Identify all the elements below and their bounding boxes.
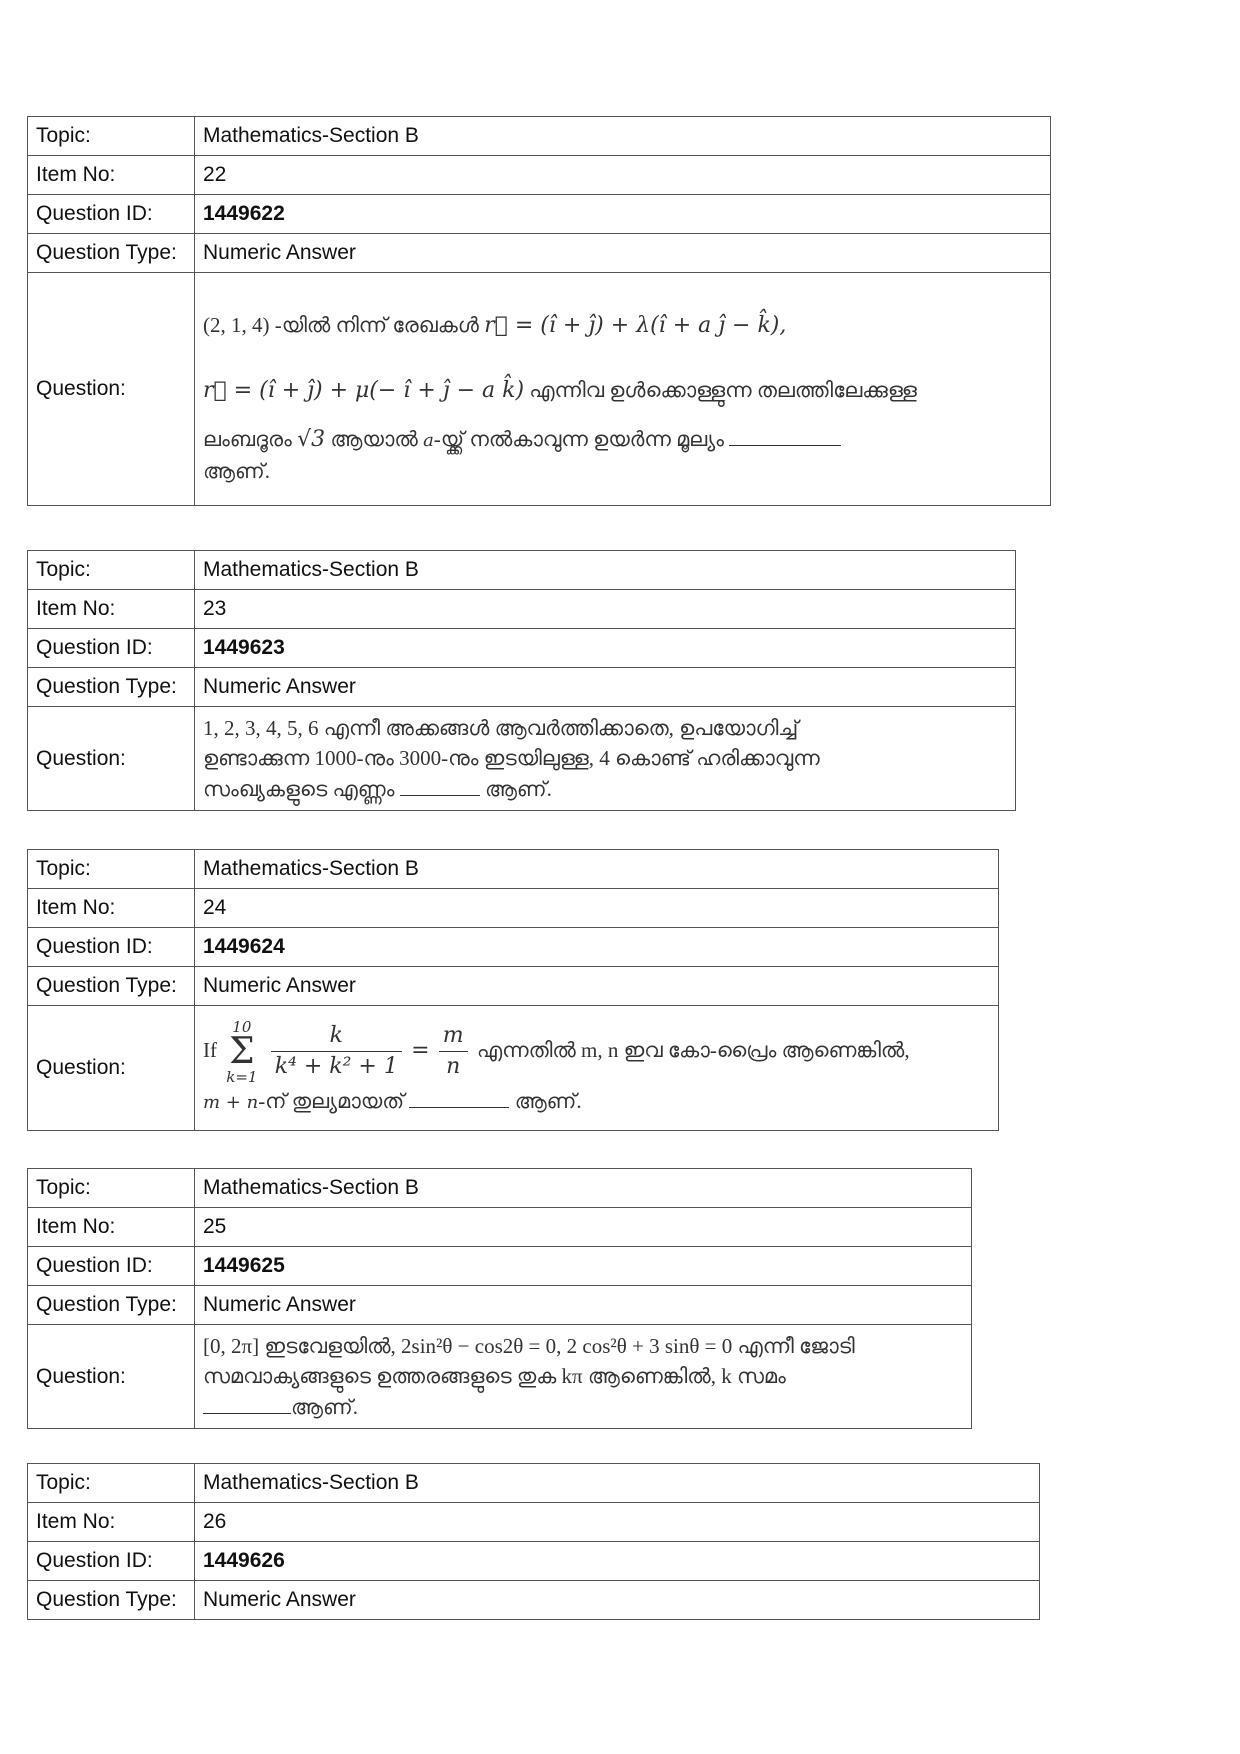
topic-label: Topic: [28, 850, 195, 889]
question-label: Question: [28, 707, 195, 811]
question-type-value: Numeric Answer [195, 967, 999, 1006]
q22-l3-mid: ആയാൽ [330, 426, 418, 451]
q23-l3-pre: സംഖ്യകളുടെ എണ്ണം [203, 777, 395, 801]
q22-l3-post: -യ്ക്ക് നൽകാവുന്ന ഉയർന്ന മൂല്യം [433, 426, 724, 451]
question-type-label: Question Type: [28, 1286, 195, 1325]
item-no-label: Item No: [28, 1503, 195, 1542]
question-type-label: Question Type: [28, 967, 195, 1006]
summation [226, 1019, 257, 1085]
q23-l3-post: ആണ്. [484, 777, 552, 801]
question-id-value: 1449626 [203, 1549, 285, 1572]
item-no-value: 24 [195, 889, 999, 928]
q22-line1-equation: r⃗ = (î + ĵ) + λ(î + a ĵ − k̂), [484, 312, 787, 338]
question-id-value: 1449623 [203, 636, 285, 659]
question-type-value: Numeric Answer [195, 668, 1016, 707]
question-id-value: 1449624 [203, 935, 285, 958]
question-table-26 [27, 1463, 1040, 1620]
topic-label: Topic: [28, 117, 195, 156]
q22-var-a: a [423, 429, 434, 451]
question-id-label: Question ID: [28, 1542, 195, 1581]
q22-sqrt3: √3 [297, 426, 326, 452]
q22-l4: ആണ്. [203, 458, 270, 483]
question-id-value: 1449625 [203, 1254, 285, 1277]
sum-upper-limit: 10 [232, 1017, 252, 1036]
q22-l3-pre: ലംബദൂരം [203, 426, 292, 451]
q25-l2: സമവാക്യങ്ങളുടെ ഉത്തരങ്ങളുടെ തുക kπ ആണെങ്കിൽ, k സമം [203, 1364, 786, 1388]
question-text [195, 1006, 999, 1131]
q23-l1: 1, 2, 3, 4, 5, 6 എന്നീ അക്കങ്ങൾ ആവർത്തിക്കാതെ, ഉപയോഗിച്ച് [203, 716, 799, 740]
topic-value: Mathematics-Section B [195, 850, 999, 889]
q25-l1: [0, 2π] ഇടവേളയിൽ, 2sin²θ − cos2θ = 0, 2 cos²θ + 3 sinθ = 0 എന്നീ ജോടി [203, 1334, 855, 1358]
question-id-label: Question ID: [28, 195, 195, 234]
question-type-value: Numeric Answer [195, 1286, 972, 1325]
question-text [195, 1325, 972, 1429]
question-id-label: Question ID: [28, 629, 195, 668]
sigma-symbol: Σ [229, 1030, 255, 1072]
q24-l2-mid: -ന് തുല്യമായത് [258, 1088, 405, 1113]
topic-label: Topic: [28, 551, 195, 590]
item-no-label: Item No: [28, 889, 195, 928]
q24-l2-post: ആണ്. [514, 1088, 582, 1113]
question-type-value: Numeric Answer [195, 234, 1051, 273]
item-no-value: 25 [195, 1208, 972, 1247]
question-id-value: 1449622 [203, 202, 285, 225]
q24-l1-post: എന്നതിൽ m, n ഇവ കോ-പ്രൈം ആണെങ്കിൽ, [476, 1037, 910, 1062]
q22-l1-pre: (2, 1, 4) -യിൽ നിന്ന് രേഖകൾ [203, 312, 479, 337]
item-no-label: Item No: [28, 590, 195, 629]
q22-l2-post: എന്നിവ ഉൾക്കൊള്ളുന്ന തലത്തിലേക്കുള്ള [529, 377, 917, 402]
question-table-23 [27, 550, 1016, 811]
item-no-value: 23 [195, 590, 1016, 629]
question-table-25 [27, 1168, 972, 1429]
question-table-22 [27, 116, 1051, 506]
q22-line2-equation: r⃗ = (î + ĵ) + μ(− î + ĵ − a k̂) [203, 377, 525, 403]
item-no-value: 22 [195, 156, 1051, 195]
question-id-label: Question ID: [28, 928, 195, 967]
question-label: Question: [28, 1006, 195, 1131]
question-label: Question: [28, 1325, 195, 1429]
question-type-value: Numeric Answer [195, 1581, 1040, 1620]
item-no-label: Item No: [28, 1208, 195, 1247]
question-type-label: Question Type: [28, 1581, 195, 1620]
topic-value: Mathematics-Section B [195, 1464, 1040, 1503]
item-no-label: Item No: [28, 156, 195, 195]
sum-lower-limit: k=1 [226, 1067, 258, 1086]
fraction-denominator: k⁴ + k² + 1 [274, 1054, 398, 1079]
rhs-numerator: m [439, 1021, 468, 1052]
answer-blank [203, 1391, 291, 1414]
topic-label: Topic: [28, 1169, 195, 1208]
topic-value: Mathematics-Section B [195, 1169, 972, 1208]
sum-fraction [271, 1021, 402, 1082]
topic-label: Topic: [28, 1464, 195, 1503]
question-type-label: Question Type: [28, 234, 195, 273]
question-text [195, 273, 1051, 506]
q24-if: If [203, 1037, 217, 1062]
q23-l2: ഉണ്ടാക്കുന്ന 1000-നും 3000-നും ഇടയിലുള്ള, 4 കൊണ്ട് ഹരിക്കാവുന്ന [203, 746, 820, 770]
fraction-numerator: k [271, 1021, 402, 1052]
equals-sign: = [411, 1037, 430, 1063]
question-label: Question: [28, 273, 195, 506]
question-id-label: Question ID: [28, 1247, 195, 1286]
topic-value: Mathematics-Section B [195, 551, 1016, 590]
rhs-fraction [439, 1021, 468, 1082]
q24-var-mn: m + n [203, 1091, 259, 1113]
answer-blank [729, 423, 841, 446]
answer-blank [409, 1085, 509, 1108]
question-table-24 [27, 849, 999, 1131]
rhs-denominator: n [446, 1054, 461, 1079]
question-text [195, 707, 1016, 811]
q25-l3: ആണ്. [291, 1395, 358, 1419]
topic-value: Mathematics-Section B [195, 117, 1051, 156]
answer-blank [400, 773, 480, 796]
question-type-label: Question Type: [28, 668, 195, 707]
item-no-value: 26 [195, 1503, 1040, 1542]
